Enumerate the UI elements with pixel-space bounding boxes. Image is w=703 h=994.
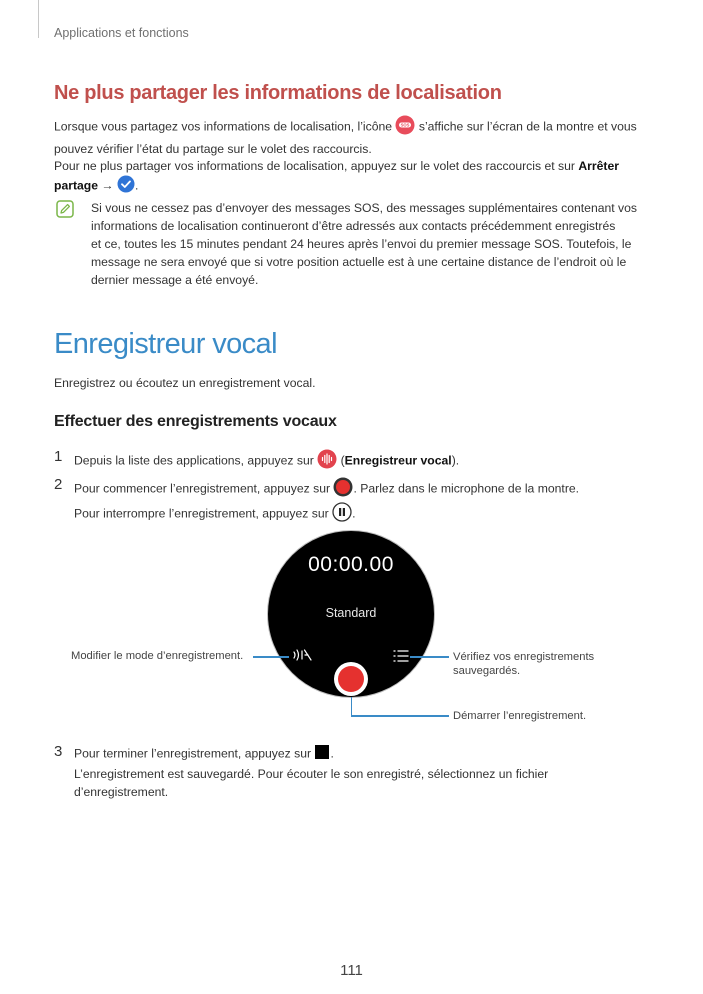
stop-sharing-label-1: Arrêter — [578, 159, 619, 173]
callout-saved-line-1: Vérifiez vos enregistrements — [453, 651, 595, 663]
page-number: 111 — [340, 962, 363, 979]
callout-line-left — [253, 656, 289, 658]
step-3-line-3: d’enregistrement. — [74, 785, 169, 799]
note-line: dernier message a été envoyé. — [91, 273, 259, 287]
recording-mode-label: Standard — [325, 606, 377, 620]
recorder-heading: Enregistreur vocal — [54, 328, 277, 360]
recordings-list-icon[interactable] — [392, 648, 410, 664]
p1-line-2: pouvez vérifier l’état du partage sur le volet des raccourcis. — [54, 142, 372, 156]
arrow-glyph: → — [101, 178, 114, 193]
pause-button-icon — [332, 502, 352, 527]
section-header: Applications et fonctions — [54, 26, 189, 40]
note-pencil-icon — [56, 200, 74, 218]
note-text — [91, 199, 661, 289]
step-3-number: 3 — [54, 743, 63, 760]
location-paragraph-2 — [54, 157, 654, 198]
step-3-before: Pour terminer l’enregistrement, appuyez sur — [74, 746, 312, 761]
voice-recorder-app-name: Enregistreur vocal — [344, 453, 452, 468]
location-heading: Ne plus partager les informations de localisation — [54, 82, 502, 104]
stop-sharing-label-2: partage — [54, 178, 99, 193]
callout-line-bottom-horizontal — [351, 715, 449, 717]
p2-end: . — [135, 178, 139, 193]
note-line: message ne sera envoyé que si votre position actuelle est à une certaine distance de l’endroit où le — [91, 255, 627, 269]
note-line: et ce, toutes les 15 minutes pendant 24 heures après l’envoi du premier message SOS. Toutefois, le — [91, 237, 632, 251]
step-1-text — [74, 449, 664, 474]
note-line: informations de localisation continueront d’être adressés aux contacts précédemment enregistrés — [91, 219, 616, 233]
recorder-intro: Enregistrez ou écoutez un enregistrement vocal. — [54, 376, 316, 390]
record-button-icon — [333, 477, 353, 502]
recording-subheading: Effectuer des enregistrements vocaux — [54, 413, 337, 430]
p1-text-after: s’affiche sur l’écran de la montre et vous — [418, 119, 637, 134]
step-2-text — [74, 477, 664, 527]
sos-icon — [395, 115, 415, 140]
step-1-paren-open: ( — [340, 453, 345, 468]
check-icon — [117, 175, 135, 198]
voice-recorder-app-icon — [317, 449, 337, 474]
step-2-before: Pour commencer l’enregistrement, appuyez sur — [74, 481, 331, 496]
step-1-before: Depuis la liste des applications, appuyez sur — [74, 453, 314, 468]
callout-saved-recordings — [453, 650, 594, 678]
header-divider — [38, 0, 39, 38]
step-2-line-2-end: . — [352, 506, 356, 521]
note-line: Si vous ne cessez pas d’envoyer des messages SOS, des messages supplémentaires contenant vos — [91, 201, 638, 215]
p2-text: Pour ne plus partager vos informations de localisation, appuyez sur le volet des raccourcis et sur — [54, 159, 575, 173]
callout-line-right — [410, 656, 449, 658]
step-1-paren-close: ). — [451, 453, 460, 468]
callout-mode: Modifier le mode d’enregistrement. — [71, 650, 244, 662]
step-1-number: 1 — [54, 448, 63, 465]
p1-text-before: Lorsque vous partagez vos informations de localisation, l’icône — [54, 119, 393, 134]
callout-line-bottom-vertical — [351, 697, 353, 716]
stop-button-icon — [314, 744, 330, 765]
record-button[interactable] — [338, 666, 364, 692]
location-paragraph-1 — [54, 115, 654, 158]
recording-timer: 00:00.00 — [308, 553, 394, 576]
callout-saved-line-2: sauvegardés. — [453, 665, 521, 677]
step-3-text — [74, 744, 664, 801]
sos-icon-label: SOS — [401, 122, 410, 128]
step-2-line-2: Pour interrompre l’enregistrement, appuyez sur — [74, 506, 329, 521]
step-2-after: . Parlez dans le microphone de la montre. — [353, 481, 580, 496]
callout-start-recording: Démarrer l’enregistrement. — [453, 710, 587, 722]
recording-mode-icon[interactable] — [291, 646, 313, 664]
step-3-end: . — [330, 746, 334, 761]
step-3-line-2: L’enregistrement est sauvegardé. Pour écouter le son enregistré, sélectionnez un fichier — [74, 767, 549, 781]
step-2-number: 2 — [54, 476, 63, 493]
